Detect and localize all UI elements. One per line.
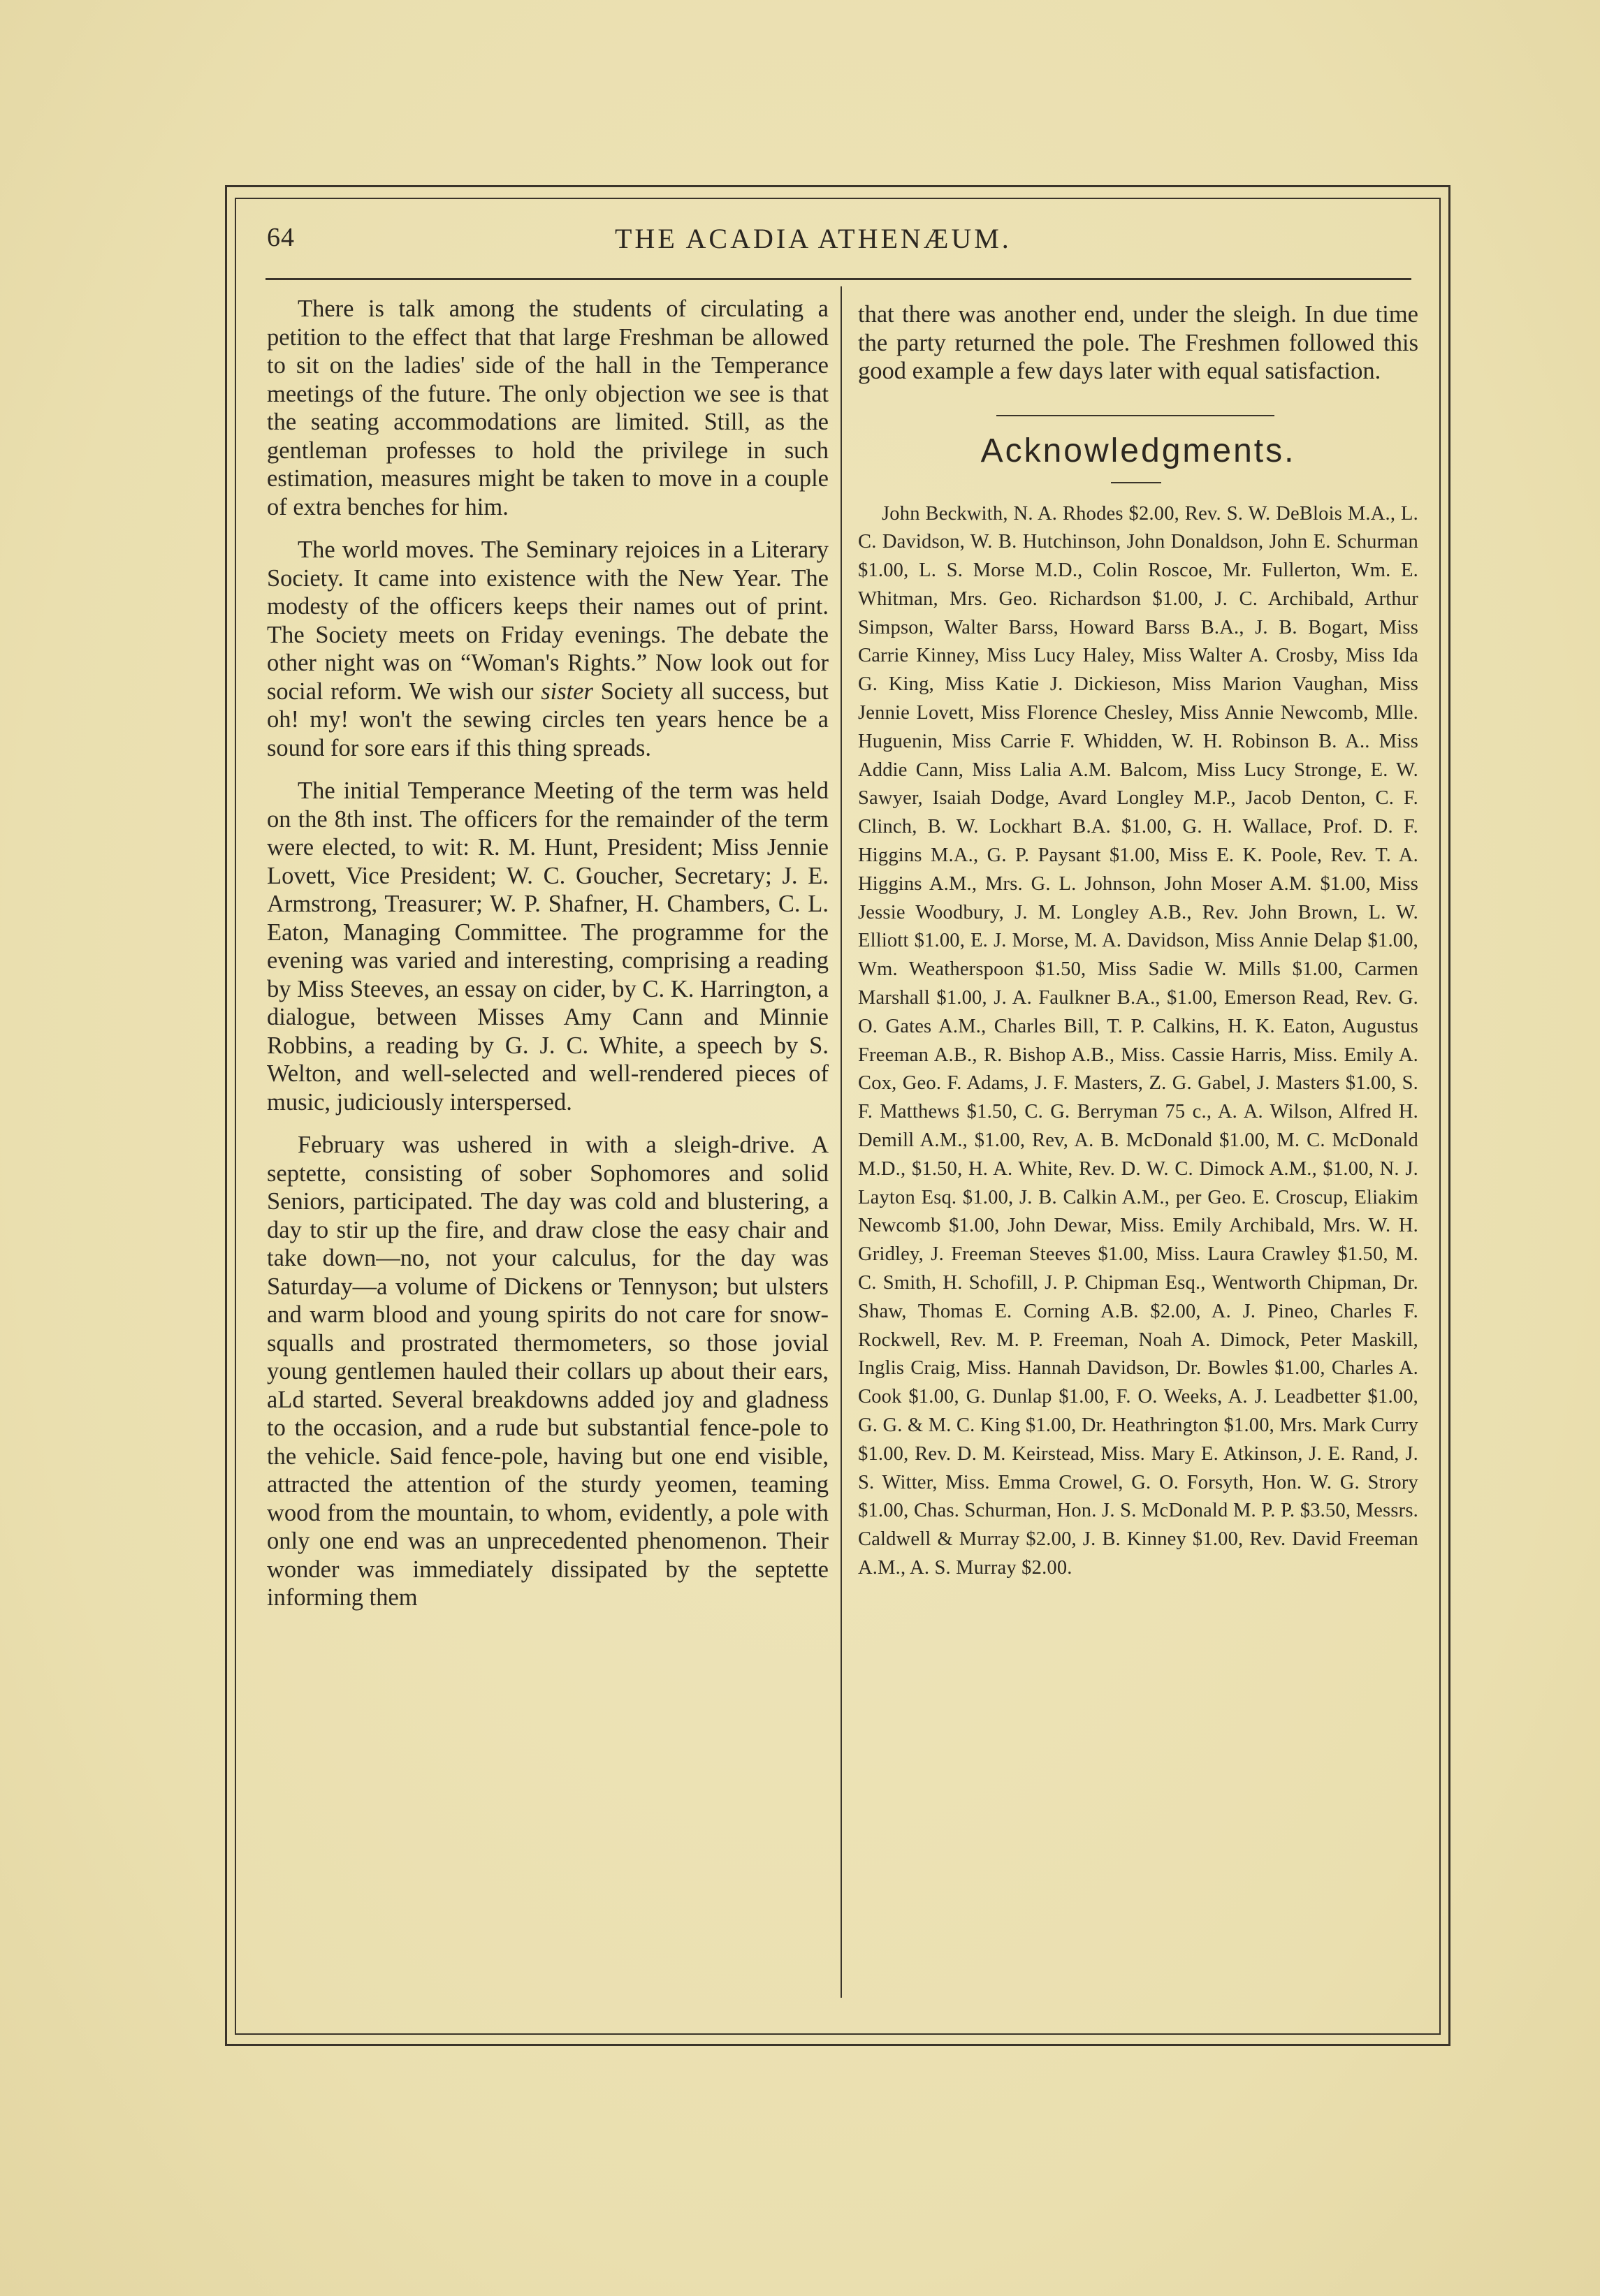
paragraph-petition: There is talk among the students of circulating a petition to the effect that that large Freshman be allowed to sit on the ladies' side of the hall in the Temperance meetings of the future. The only objection we see is that the seating accommodations are limited. Still, as the gentleman professes to hold the privilege in such estimation, measures might be taken to move in a couple of extra benches for him. xyxy=(267,295,829,520)
acknowledgments-list: John Beckwith, N. A. Rhodes $2.00, Rev. S. W. DeBlois M.A., L. C. Davidson, W. B. Hutchinson, John Donaldson, John E. Schurman $1.00, L. S. Morse M.D., Colin Roscoe, Mr. Fullerton, Wm. E. Whitman, Mrs. Geo. Richardson $1.00, J. C. Archibald, Arthur Simpson, Walter Barss, Howard Barss B.A., J. B. Bogart, Miss Carrie Kinney, Miss Lucy Haley, Miss Walter A. Crosby, Miss Ida G. King, Miss Katie J. Dickieson, Miss Marion Vaughan, Miss Jennie Lovett, Miss Florence Chesley, Miss Annie Newcomb, Mlle. Huguenin, Miss Carrie F. Whidden, W. H. Robinson B. A.. Miss Addie Cann, Miss Lalia A.M. Balcom, Miss Lucy Stronge, E. W. Sawyer, Isaiah Dodge, Avard Longley M.P., Jacob Denton, C. F. Clinch, B. W. Lockhart B.A. $1.00, G. H. Wallace, Prof. D. F. Higgins M.A., G. P. Paysant $1.00, Miss E. K. Poole, Rev. T. A. Higgins A.M., Mrs. G. L. Johnson, John Moser A.M. $1.00, Miss Jessie Woodbury, J. M. Longley A.B., Rev. John Brown, L. W. Elliott $1.00, E. J. Morse, M. A. Davidson, Miss Annie Delap $1.00, Wm. Weatherspoon $1.50, Miss Sadie W. Mills $1.00, Carmen Marshall $1.00, J. A. Faulkner B.A., $1.00, Emerson Read, Rev. G. O. Gates A.M., Charles Bill, T. P. Calkins, H. K. Eaton, Augustus Freeman A.B., R. Bishop A.B., Miss. Cassie Harris, Miss. Emily A. Cox, Geo. F. Adams, J. F. Masters, Z. G. Gabel, J. Masters $1.00, S. F. Matthews $1.50, C. G. Berryman 75 c., A. A. Wilson, Alfred H. Demill A.M., $1.00, Rev, A. B. McDonald $1.00, M. C. McDonald M.D., $1.50, H. A. White, Rev. D. W. C. Dimock A.M., $1.00, N. J. Layton Esq. $1.00, J. B. Calkin A.M., per Geo. E. Croscup, Eliakim Newcomb $1.00, John Dewar, Miss. Emily Archibald, Mrs. W. H. Gridley, J. Freeman Steeves $1.00, Miss. Laura Crawley $1.50, M. C. Smith, H. Schofill, J. P. Chipman Esq., Wentworth Chipman, Dr. Shaw, Thomas E. Corning A.B. $2.00, A. J. Pineo, Charles F. Rockwell, Rev. M. P. Freeman, Noah A. Dimock, Peter Maskill, Inglis Craig, Miss. Hannah Davidson, Dr. Bowles $1.00, Charles A. Cook $1.00, G. Dunlap $1.00, F. O. Weeks, A. J. Leadbetter $1.00, G. G. & M. C. King $1.00, Dr. Heathrington $1.00, Mrs. Mark Curry $1.00, Rev. D. M. Keirstead, Miss. Mary E. Atkinson, J. E. Rand, J. S. Witter, Miss. Emma Crowel, G. O. Forsyth, Hon. W. G. Strory $1.00, Chas. Schurman, Hon. J. S. McDonald M. P. P. $3.50, Messrs. Caldwell & Murray $2.00, J. B. Kinney $1.00, Rev. David Freeman A.M., A. S. Murray $2.00. xyxy=(858,502,1418,1579)
right-column xyxy=(858,300,1418,1583)
header-rule xyxy=(266,278,1411,280)
running-head: THE ACADIA ATHENÆUM. xyxy=(615,223,1012,254)
paragraph-sleigh-drive: February was ushered in with a sleigh-drive. A septette, consisting of sober Sophomores and solid Seniors, participated. The day was cold and blustering, a day to stir up the fire, and draw close the easy chair and take down—no, not your calculus, for the day was Saturday—a volume of Dickens or Tennyson; but ulsters and warm blood and young spirits do not care for snow-squalls and prostrated thermometers, so those jovial young gentlemen hauled their collars up about their ears, aLd started. Several breakdowns added joy and gladness to the occasion, and a rude but substantial fence-pole to the vehicle. Said fence-pole, having but one end visible, attracted the attention of the sturdy yeomen, teaming wood from the mountain, to whom, evidently, a pole with only one end was an unprecedented phenomenon. Their wonder was immediately dissipated by the septette informing them xyxy=(267,1132,829,1611)
column-divider xyxy=(841,286,842,1998)
paragraph-seminary-start: The world moves. The Seminary rejoices in a Literary Society. It came into existence with the New Year. The modesty of the officers keeps their names out of print. The xyxy=(267,536,829,648)
paragraph-seminary xyxy=(267,536,829,762)
paragraph-continuation: that there was another end, under the sleigh. In due time the party returned the pole. The Freshmen followed this good example a few days later with equal satisfaction. xyxy=(858,301,1418,384)
paragraph-seminary-mid: Society meets on Friday evenings. The debate the other night was on “Woman's Rights.” Now look out for social reform. We wish our xyxy=(267,621,829,705)
left-column xyxy=(267,295,829,1627)
heading-underline xyxy=(1111,482,1161,483)
page-number: 64 xyxy=(267,223,295,252)
italic-word-sister: sister xyxy=(541,678,593,705)
paragraph-seminary-end: Society all success, but oh! my! won't the sewing circles ten years hence be a sound for sore ears if this thing spreads. xyxy=(267,678,829,761)
acknowledgments-heading: Acknowledgments. xyxy=(980,432,1296,469)
section-rule xyxy=(996,415,1274,416)
paragraph-temperance-meeting: The initial Temperance Meeting of the term was held on the 8th inst. The officers for the remainder of the term were elected, to wit: R. M. Hunt, President; Miss Jennie Lovett, Vice President; W. C. Goucher, Secretary; J. E. Armstrong, Treasurer; W. P. Shafner, H. Chambers, C. L. Eaton, Managing Committee. The programme for the evening was varied and interesting, comprising a reading by Miss Steeves, an essay on cider, by C. K. Harrington, a dialogue, between Misses Amy Cann and Minnie Robbins, a reading by G. J. C. White, a speech by S. Welton, and well-selected and well-rendered pieces of music, judiciously interspersed. xyxy=(267,777,829,1116)
